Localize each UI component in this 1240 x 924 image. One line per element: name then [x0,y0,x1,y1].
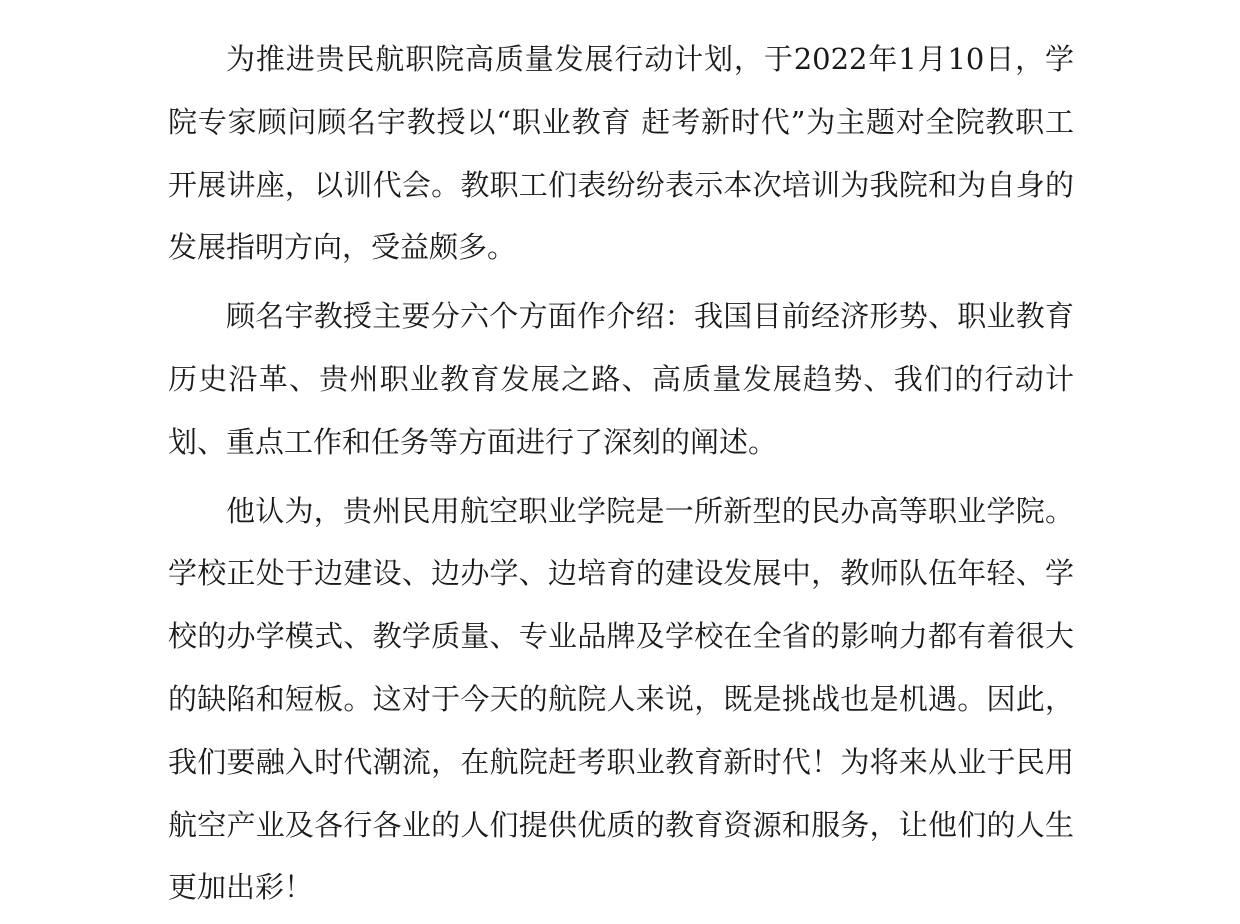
paragraph-intro: 为推进贵民航职院高质量发展行动计划，于2022年1月10日，学院专家顾问顾名宇教授以“职业教育 赶考新时代”为主题对全院教职工开展讲座，以训代会。教职工们表纷纷表示本次培训为我院和为自身的发展指明方向，受益颇多。 [168,42,1074,265]
document-body [168,28,1074,919]
paragraph-opinion: 他认为，贵州民用航空职业学院是一所新型的民办高等职业学院。学校正处于边建设、边办学、边培育的建设发展中，教师队伍年轻、学校的办学模式、教学质量、专业品牌及学校在全省的影响力都有着很大的缺陷和短板。这对于今天的航院人来说，既是挑战也是机遇。因此，我们要融入时代潮流，在航院赶考职业教育新时代！为将来从业于民用航空产业及各行各业的人们提供优质的教育资源和服务，让他们的人生更加出彩！ [168,493,1074,905]
paragraph-topics: 顾名宇教授主要分六个方面作介绍：我国目前经济形势、职业教育历史沿革、贵州职业教育发展之路、高质量发展趋势、我们的行动计划、重点工作和任务等方面进行了深刻的阐述。 [168,299,1074,459]
